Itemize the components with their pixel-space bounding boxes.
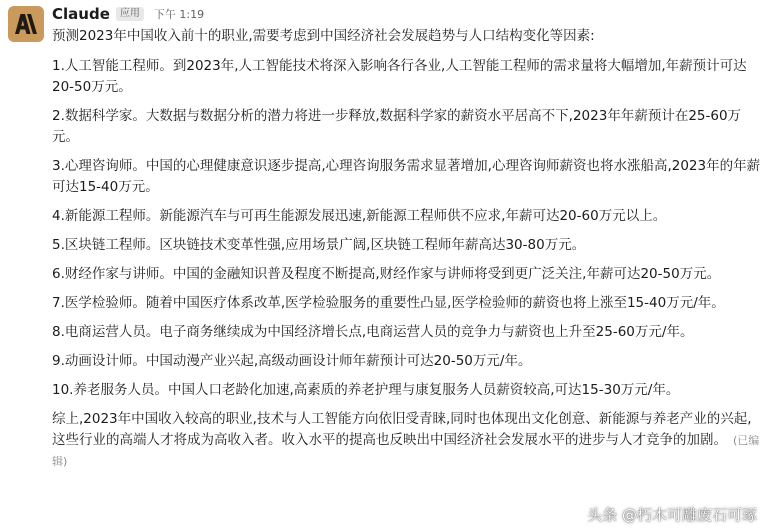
list-item: 9.动画设计师。中国动漫产业兴起,高级动画设计师年薪预计可达20-50万元/年。: [52, 353, 532, 369]
list-item: 6.财经作家与讲师。中国的金融知识普及程度不断提高,财经作家与讲师将受到更广泛关注,年薪可达20-50万元。: [52, 266, 721, 282]
edited-label: (已编辑): [52, 434, 760, 468]
list-item: 1.人工智能工程师。到2023年,人工智能技术将深入影响各行各业,人工智能工程师的需求量将大幅增加,年薪预计可达20-50万元。: [52, 58, 747, 95]
watermark: 头条 @朽木可雕废石可琢: [587, 506, 757, 524]
app-badge: 应用: [116, 7, 144, 21]
message-timestamp[interactable]: 下午 1:19: [153, 8, 205, 21]
conclusion-text: 综上,2023年中国收入较高的职业,技术与人工智能方向依旧受青睐,同时也体现出文化创意、新能源与养老产业的兴起,这些行业的高端人才将成为高收入者。收入水平的提高也反映出中国经济社会发展水平的进步与人才竞争的加剧。: [52, 411, 752, 448]
list-item: 10.养老服务人员。中国人口老龄化加速,高素质的养老护理与康复服务人员薪资较高,可达15-30万元/年。: [52, 382, 680, 398]
list-item: 7.医学检验师。随着中国医疗体系改革,医学检验服务的重要性凸显,医学检验师的薪资也将上涨至15-40万元/年。: [52, 295, 725, 311]
message-body: [52, 26, 764, 480]
sender-name[interactable]: Claude: [52, 5, 110, 23]
message-intro: 预测2023年中国收入前十的职业,需要考虑到中国经济社会发展趋势与人口结构变化等因素:: [52, 28, 595, 44]
list-item: 3.心理咨询师。中国的心理健康意识逐步提高,心理咨询服务需求显著增加,心理咨询师薪资也将水涨船高,2023年的年薪可达15-40万元。: [52, 158, 761, 195]
list-item: 5.区块链工程师。区块链技术变革性强,应用场景广阔,区块链工程师年薪高达30-80万元。: [52, 237, 586, 253]
anthropic-logo-icon: [14, 13, 38, 35]
message-conclusion: [52, 409, 764, 472]
list-item: 4.新能源工程师。新能源汽车与可再生能源发展迅速,新能源工程师供不应求,年薪可达20-60万元以上。: [52, 208, 667, 224]
avatar[interactable]: [8, 6, 44, 42]
list-item: 8.电商运营人员。电子商务继续成为中国经济增长点,电商运营人员的竞争力与薪资也上升至25-60万元/年。: [52, 324, 694, 340]
list-item: 2.数据科学家。大数据与数据分析的潜力将进一步释放,数据科学家的薪资水平居高不下,2023年年薪预计在25-60万元。: [52, 108, 742, 145]
message-header: [52, 5, 204, 23]
